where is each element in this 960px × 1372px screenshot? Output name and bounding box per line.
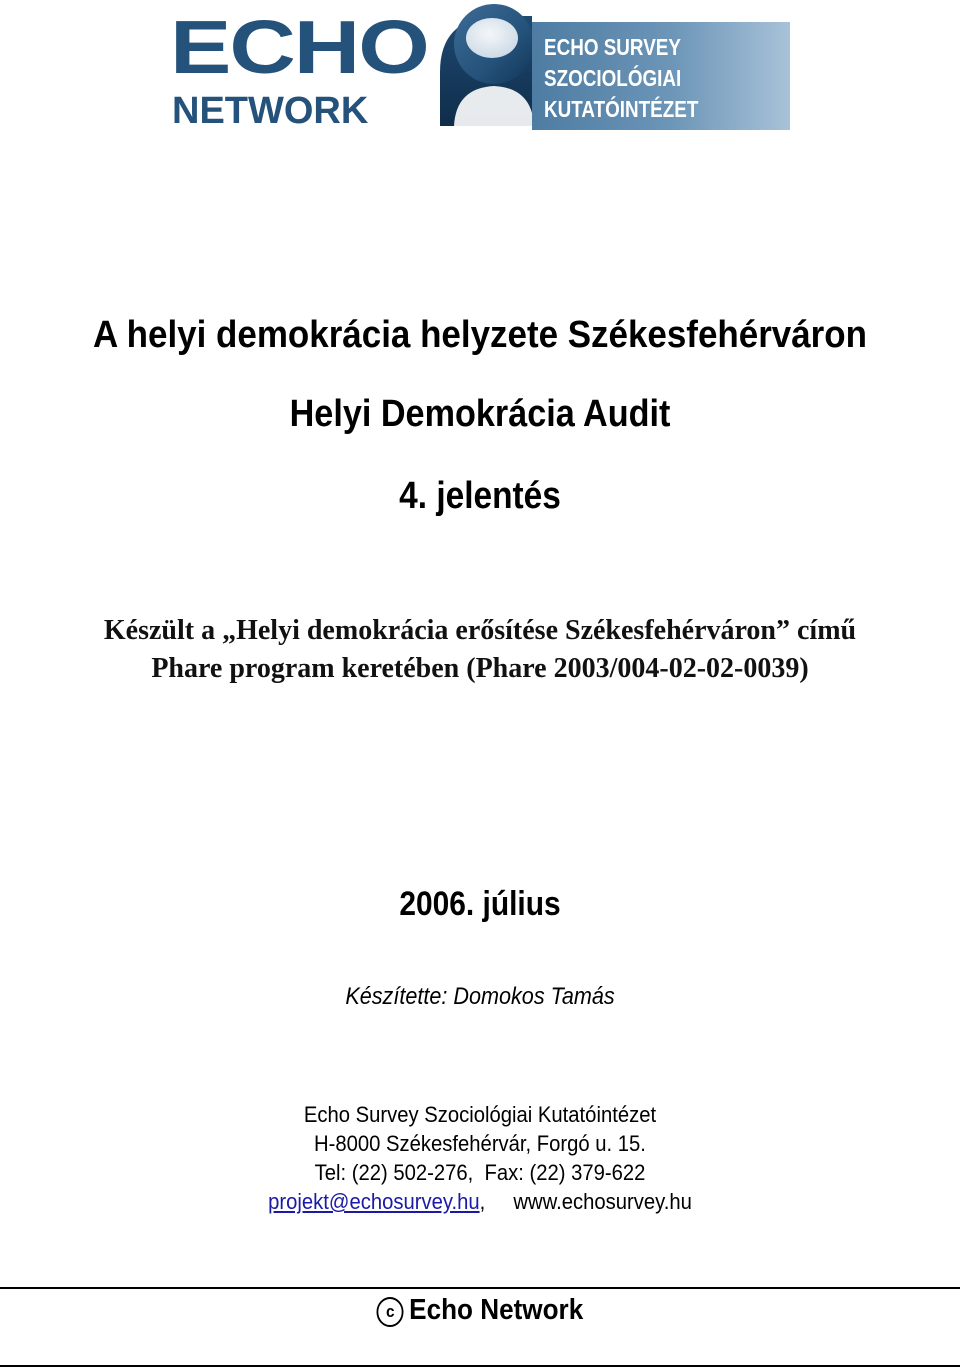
contact-separator: ,: [479, 1189, 486, 1214]
website-text: www.echosurvey.hu: [513, 1189, 692, 1214]
document-subtitle: Helyi Demokrácia Audit: [289, 393, 671, 435]
program-description-line-2: Phare program keretében (Phare 2003/004-02-02-0039): [151, 653, 809, 684]
footer: [48, 1292, 912, 1328]
logo-brand-bottom: NETWORK: [172, 90, 369, 132]
logo-brand-top: ECHO: [170, 5, 428, 90]
program-description: [0, 612, 960, 688]
logo-panel-line-2: SZOCIOLÓGIAI: [544, 65, 682, 91]
logo-panel-line-1: ECHO SURVEY: [544, 34, 681, 60]
email-link[interactable]: projekt@echosurvey.hu: [268, 1189, 480, 1214]
phone-fax: Tel: (22) 502-276, Fax: (22) 379-622: [314, 1160, 646, 1185]
institute-name: Echo Survey Szociológiai Kutatóintézet: [303, 1102, 657, 1127]
footer-top-rule: [0, 1287, 960, 1289]
publication-date: 2006. július: [399, 885, 561, 923]
program-description-line-1: Készült a „Helyi demokrácia erősítése Székesfehérváron” című: [103, 615, 857, 646]
copyright-icon: c: [377, 1297, 404, 1327]
echo-network-logo: [170, 2, 790, 134]
footer-bottom-rule: [0, 1365, 960, 1367]
document-title: A helyi demokrácia helyzete Székesfehérváron: [92, 314, 868, 356]
report-number: 4. jelentés: [399, 475, 561, 517]
web-contacts: [38, 1187, 921, 1216]
footer-text: Echo Network: [409, 1294, 584, 1326]
author-line: Készítette: Domokos Tamás: [345, 983, 615, 1010]
logo-panel-text: [544, 32, 698, 125]
logo-panel-line-3: KUTATÓINTÉZET: [544, 96, 699, 122]
street-address: H-8000 Székesfehérvár, Forgó u. 15.: [314, 1131, 646, 1156]
contact-block: [38, 1100, 921, 1216]
